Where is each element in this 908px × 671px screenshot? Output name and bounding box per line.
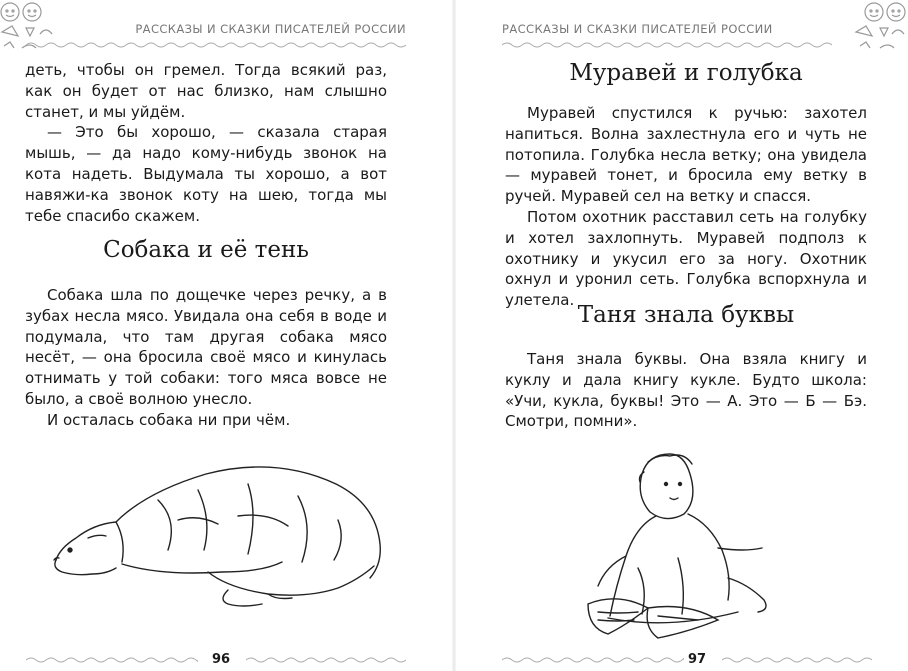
header-wavy-rule	[26, 40, 406, 50]
running-header: РАССКАЗЫ И СКАЗКИ ПИСАТЕЛЕЙ РОССИИ	[502, 22, 773, 36]
footer-wavy-rule	[26, 655, 198, 665]
running-header: РАССКАЗЫ И СКАЗКИ ПИСАТЕЛЕЙ РОССИИ	[135, 22, 406, 36]
right-page	[458, 0, 908, 671]
paragraph: Таня знала буквы. Она взяла книгу и куклу и дала книгу кукле. Будто школа: «Учи, кукла, буквы! Это — А. Это — Б — Бэ. Смотри, помни».	[505, 350, 867, 431]
footer-wavy-rule	[502, 655, 684, 665]
story-title: Муравей и голубка	[569, 60, 803, 86]
book-spine	[452, 0, 456, 671]
children-faces-ornament-icon	[836, 2, 906, 54]
dog-story-text	[25, 285, 387, 431]
footer-wavy-rule	[722, 655, 872, 665]
left-page	[0, 0, 450, 671]
page-number: 97	[688, 652, 707, 667]
story-title: Собака и её тень	[103, 237, 309, 263]
page-number: 96	[212, 652, 231, 667]
girl-with-book-illustration	[578, 448, 778, 644]
paragraph: Потом охотник расставил сеть на голубку и хотел захлопнуть. Муравей подполз к охотнику и укусил его за ногу. Охотник охнул и уронил сеть. Голубка вспорхнула и улетела.	[505, 207, 867, 310]
footer-wavy-rule	[246, 655, 406, 665]
paragraph: Собака шла по дощечке через речку, а в зубах несла мясо. Увидала она себя в воде и подумала, что там другая собака мясо несёт, — она бросила своё мясо и кинулась отнимать у той собаки: того мяса вовсе не было, а своё волною унесло.	[25, 286, 387, 408]
story-title: Таня знала буквы	[577, 302, 795, 328]
mice-story-continuation	[25, 60, 387, 226]
header-wavy-rule	[502, 40, 832, 50]
paragraph: деть, чтобы он гремел. Тогда всякий раз, как он будет от нас близко, нам слышно станет, и мы уйдём.	[25, 61, 387, 121]
paragraph: Муравей спустился к ручью: захотел напиться. Волна захлестнула его и чуть не потопила. Голубка несла ветку; она увидела — муравей тонет, и бросила ему ветку в ручей. Муравей сел на ветку и спасся.	[505, 104, 867, 206]
ant-dove-story-text	[505, 103, 867, 311]
paragraph: И осталась собака ни при чём.	[47, 410, 291, 429]
sleeping-dog-illustration	[48, 460, 383, 610]
tanya-story-text	[505, 349, 867, 432]
paragraph: — Это бы хорошо, — сказала старая мышь, — да надо кому-нибудь звонок на кота надеть. Выдумала ты хорошо, а вот навяжи-ка звонок коту на шею, тогда мы тебе спасибо скажем.	[25, 123, 387, 225]
